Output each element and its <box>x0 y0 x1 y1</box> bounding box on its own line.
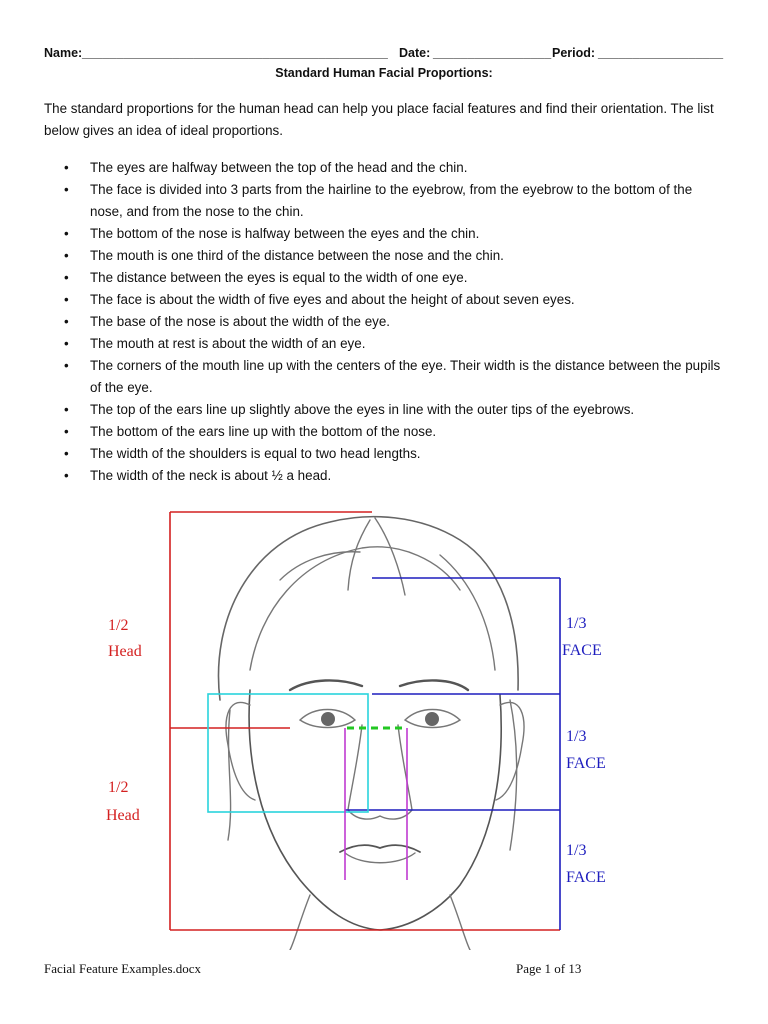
nose-width-guides <box>345 728 407 880</box>
footer-page-number: Page 1 of 13 <box>516 961 582 976</box>
third-face-lower-word: FACE <box>566 869 606 886</box>
face-sketch <box>218 517 523 950</box>
third-face-lower-fraction: 1/3 <box>566 842 587 859</box>
bullet-icon: • <box>64 468 69 483</box>
bullet-icon: • <box>64 270 69 285</box>
list-item: • The eyes are halfway between the top of the head and the chin. <box>44 157 728 179</box>
footer-filename: Facial Feature Examples.docx <box>44 961 202 976</box>
list-item: • The top of the ears line up slightly above the eyes in line with the outer tips of the eyebrows. <box>44 399 728 421</box>
list-item: • The mouth at rest is about the width of an eye. <box>44 333 728 355</box>
name-field[interactable]: ____________________________________________ <box>82 46 388 60</box>
list-item: • The distance between the eyes is equal to the width of one eye. <box>44 267 728 289</box>
date-label: Date: <box>399 46 431 60</box>
bullet-icon: • <box>64 446 69 461</box>
bullet-icon: • <box>64 226 69 241</box>
face-guides <box>345 578 560 930</box>
half-head-lower-word: Head <box>106 807 140 824</box>
list-item: • The mouth is one third of the distance between the nose and the chin. <box>44 245 728 267</box>
bullet-icon: • <box>64 402 69 417</box>
list-item: • The width of the neck is about ½ a head. <box>44 465 728 487</box>
face-diagram <box>100 500 680 950</box>
half-head-upper-fraction: 1/2 <box>108 617 129 634</box>
third-face-upper-word: FACE <box>562 642 602 659</box>
bullet-icon: • <box>64 292 69 307</box>
bullet-icon: • <box>64 314 69 329</box>
list-item: • The corners of the mouth line up with the centers of the eye. Their width is the distance between the pupils of the eye. <box>44 355 728 399</box>
page-title: Standard Human Facial Proportions: <box>275 66 493 80</box>
bullet-icon: • <box>64 182 69 197</box>
third-face-middle-fraction: 1/3 <box>566 728 587 745</box>
list-item: • The bottom of the nose is halfway between the eyes and the chin. <box>44 223 728 245</box>
list-item: • The face is about the width of five eyes and about the height of about seven eyes. <box>44 289 728 311</box>
proportions-list <box>44 157 728 487</box>
list-item: • The base of the nose is about the width of the eye. <box>44 311 728 333</box>
date-field[interactable]: _________________ <box>433 46 552 60</box>
period-label: Period: <box>552 46 596 60</box>
half-head-upper-word: Head <box>108 643 142 660</box>
name-label: Name: <box>44 46 83 60</box>
bullet-icon: • <box>64 336 69 351</box>
bullet-icon: • <box>64 358 69 373</box>
ear-alignment-box <box>208 694 368 812</box>
header-fields <box>44 46 724 64</box>
list-item: • The face is divided into 3 parts from the hairline to the eyebrow, from the eyebrow to the bottom of the nose, and from the nose to the chin. <box>44 179 728 223</box>
face-proportions-figure <box>100 500 680 950</box>
bullet-icon: • <box>64 424 69 439</box>
bullet-icon: • <box>64 160 69 175</box>
third-face-middle-word: FACE <box>566 755 606 772</box>
bullet-icon: • <box>64 248 69 263</box>
third-face-upper-fraction: 1/3 <box>566 615 587 632</box>
list-item: • The bottom of the ears line up with the bottom of the nose. <box>44 421 728 443</box>
period-field[interactable]: __________________ <box>598 46 724 60</box>
half-head-lower-fraction: 1/2 <box>108 779 129 796</box>
list-item: • The width of the shoulders is equal to two head lengths. <box>44 443 728 465</box>
intro-paragraph: The standard proportions for the human head can help you place facial features and find their orientation. The list below gives an idea of ideal proportions. <box>44 101 714 138</box>
